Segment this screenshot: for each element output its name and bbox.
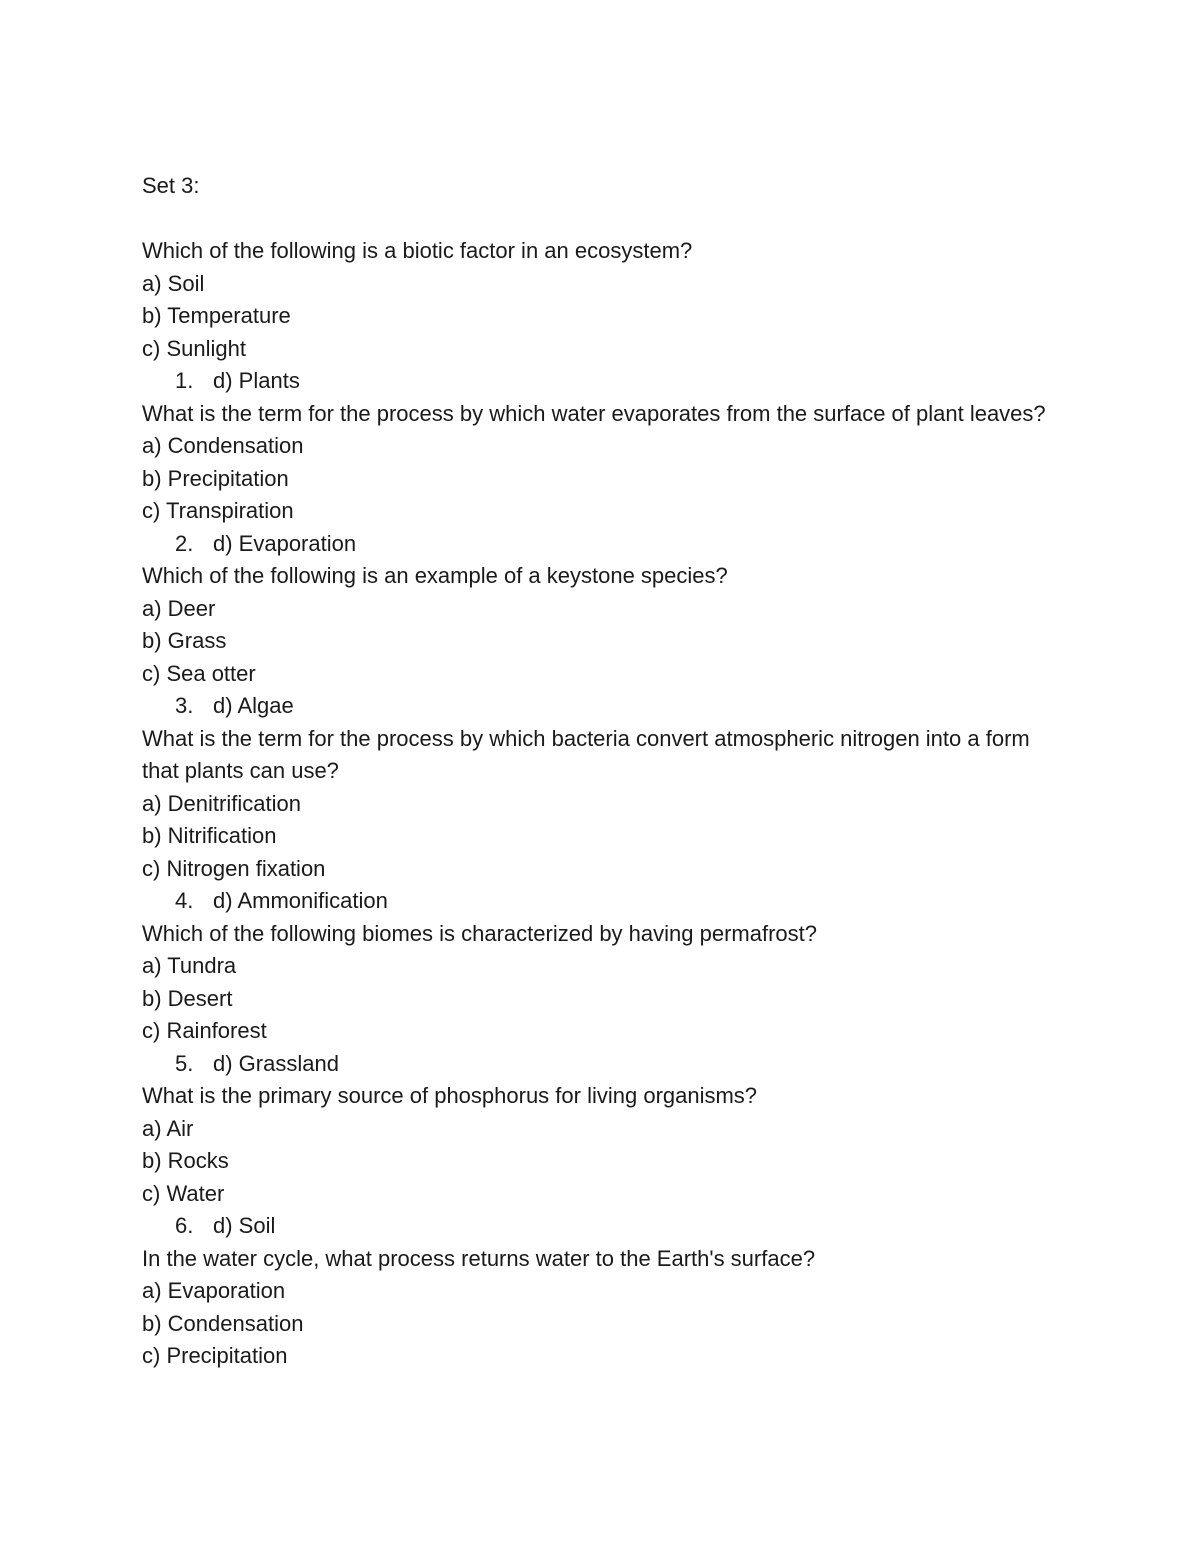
document-content (142, 170, 1072, 1373)
numbered-answer-option (142, 885, 1072, 918)
question-block (142, 1080, 1072, 1243)
answer-option: b) Temperature (142, 303, 291, 328)
answer-option-text: d) Plants (213, 368, 300, 393)
answer-option: b) Nitrification (142, 823, 277, 848)
question-block (142, 918, 1072, 1081)
answer-option: a) Soil (142, 270, 205, 296)
answer-option: c) Rainforest (142, 1018, 267, 1043)
answer-option: a) Condensation (142, 433, 304, 458)
question-text: What is the term for the process by which bacteria convert atmospheric nitrogen into a form that plants can use? (142, 725, 1030, 783)
answer-option: b) Desert (142, 985, 233, 1011)
question-block (142, 723, 1072, 918)
answer-option-text: d) Grassland (213, 1050, 339, 1076)
question-text: In the water cycle, what process returns water to the Earth's surface? (142, 1245, 816, 1271)
list-number: 3. (175, 693, 194, 718)
numbered-answer-option (142, 1048, 1072, 1081)
question-block (142, 235, 1072, 398)
answer-option: b) Grass (142, 628, 227, 653)
answer-option: a) Tundra (142, 953, 237, 978)
question-text: Which of the following biomes is characterized by having permafrost? (142, 920, 817, 946)
answer-option: c) Sunlight (142, 335, 246, 361)
answer-option: c) Transpiration (142, 498, 294, 523)
answer-option-text: d) Ammonification (213, 888, 388, 913)
question-block (142, 1243, 1072, 1373)
question-text: Which of the following is an example of a keystone species? (142, 563, 728, 588)
answer-option: c) Water (142, 1180, 225, 1206)
question-list (142, 235, 1072, 1373)
answer-option-text: d) Algae (213, 693, 294, 718)
list-number: 2. (175, 530, 194, 556)
numbered-answer-option (142, 365, 1072, 398)
answer-option: b) Precipitation (142, 465, 289, 491)
answer-option-text: d) Evaporation (213, 530, 357, 556)
answer-option-text: d) Soil (213, 1213, 276, 1238)
question-text: Which of the following is a biotic factor in an ecosystem? (142, 238, 693, 263)
numbered-answer-option (142, 690, 1072, 723)
answer-option: c) Nitrogen fixation (142, 855, 326, 881)
answer-option: c) Precipitation (142, 1343, 288, 1368)
set-title: Set 3: (142, 173, 200, 198)
question-block (142, 560, 1072, 723)
answer-option: b) Condensation (142, 1310, 304, 1336)
answer-option: a) Deer (142, 595, 216, 621)
list-number: 4. (175, 888, 194, 913)
list-number: 1. (175, 368, 194, 393)
answer-option: b) Rocks (142, 1148, 229, 1173)
answer-option: a) Air (142, 1115, 194, 1141)
question-text: What is the term for the process by which water evaporates from the surface of plant leaves? (142, 400, 1046, 426)
numbered-answer-option (142, 528, 1072, 561)
question-text: What is the primary source of phosphorus for living organisms? (142, 1083, 758, 1108)
question-block (142, 398, 1072, 561)
answer-option: c) Sea otter (142, 660, 256, 686)
answer-option: a) Denitrification (142, 790, 301, 816)
list-number: 6. (175, 1213, 194, 1238)
list-number: 5. (175, 1050, 194, 1076)
answer-option: a) Evaporation (142, 1278, 286, 1303)
numbered-answer-option (142, 1210, 1072, 1243)
